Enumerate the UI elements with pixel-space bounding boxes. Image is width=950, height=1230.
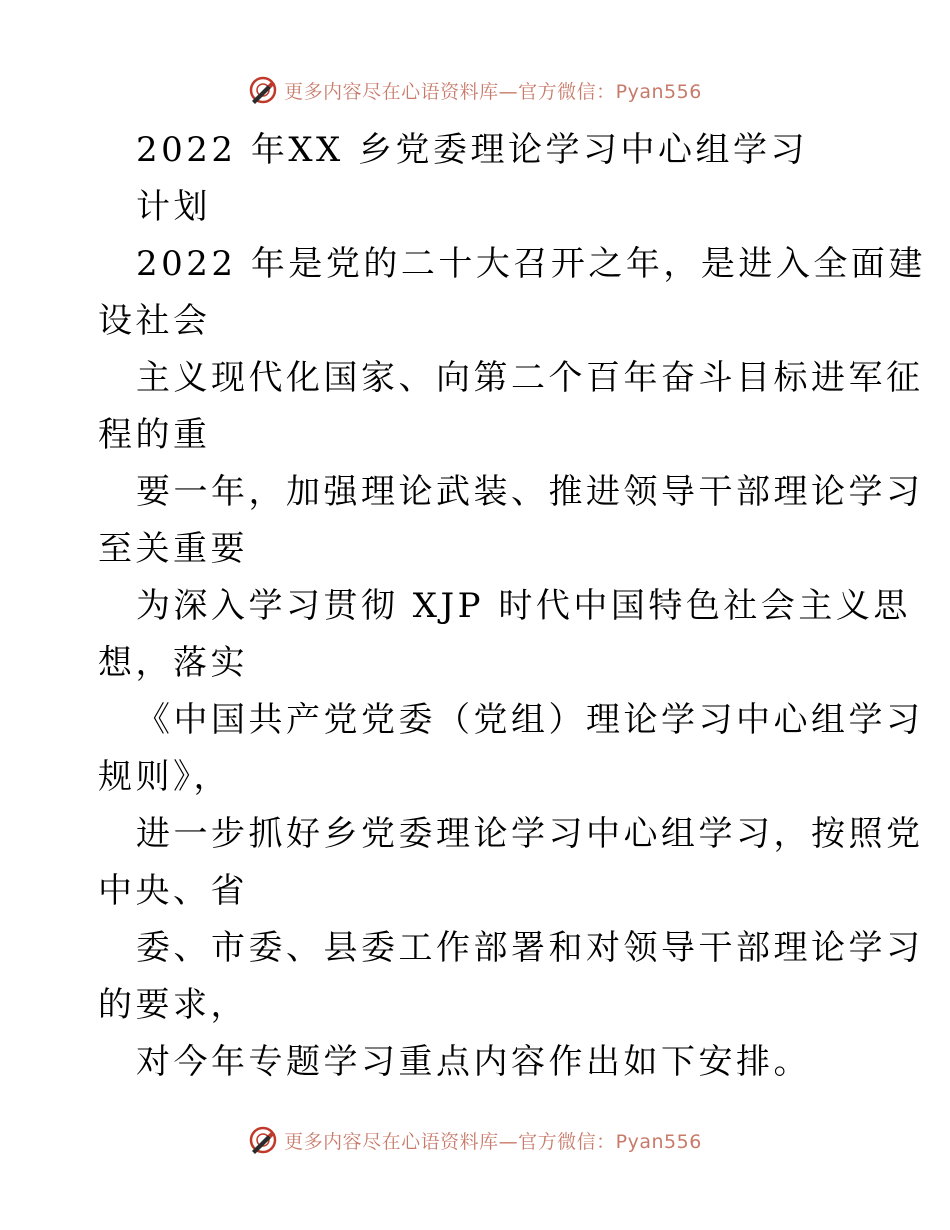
title-line-1: 2022 年XX 乡党委理论学习中心组学习 — [136, 130, 809, 170]
paragraph-line: 规则》， — [98, 757, 231, 797]
paragraph-line: 中央、省 — [98, 871, 248, 911]
pen-circle-logo-icon — [248, 75, 278, 105]
paragraph-line: 为深入学习贯彻 XJP 时代中国特色社会主义思 — [136, 586, 911, 626]
paragraph-line: 《中国共产党党委（党组）理论学习中心组学习 — [136, 700, 924, 740]
watermark-text: 更多内容尽在心语资料库—官方微信：Pyan556 — [284, 80, 702, 103]
paragraph-line: 主义现代化国家、向第二个百年奋斗目标进军征 — [136, 358, 924, 398]
watermark-text: 更多内容尽在心语资料库—官方微信：Pyan556 — [284, 1130, 702, 1153]
header-watermark — [0, 70, 950, 110]
pen-circle-logo-icon — [248, 1125, 278, 1155]
paragraph-line: 委、市委、县委工作部署和对领导干部理论学习 — [136, 928, 924, 968]
paragraph-line: 的要求， — [98, 985, 248, 1025]
paragraph-line: 设社会 — [98, 301, 211, 341]
footer-watermark — [0, 1120, 950, 1160]
paragraph-line: 程的重 — [98, 415, 211, 455]
paragraph-line: 想，落实 — [98, 643, 248, 683]
paragraph-line: 进一步抓好乡党委理论学习中心组学习，按照党 — [136, 814, 924, 854]
paragraph-line: 至关重要 — [98, 529, 248, 569]
title-line-2: 计划 — [136, 187, 211, 227]
paragraph-line: 要一年，加强理论武装、推进领导干部理论学习 — [136, 472, 924, 512]
paragraph-line: 2022 年是党的二十大召开之年，是进入全面建 — [136, 244, 926, 284]
paragraph-line: 对今年专题学习重点内容作出如下安排。 — [136, 1042, 811, 1082]
document-body — [98, 122, 926, 1091]
